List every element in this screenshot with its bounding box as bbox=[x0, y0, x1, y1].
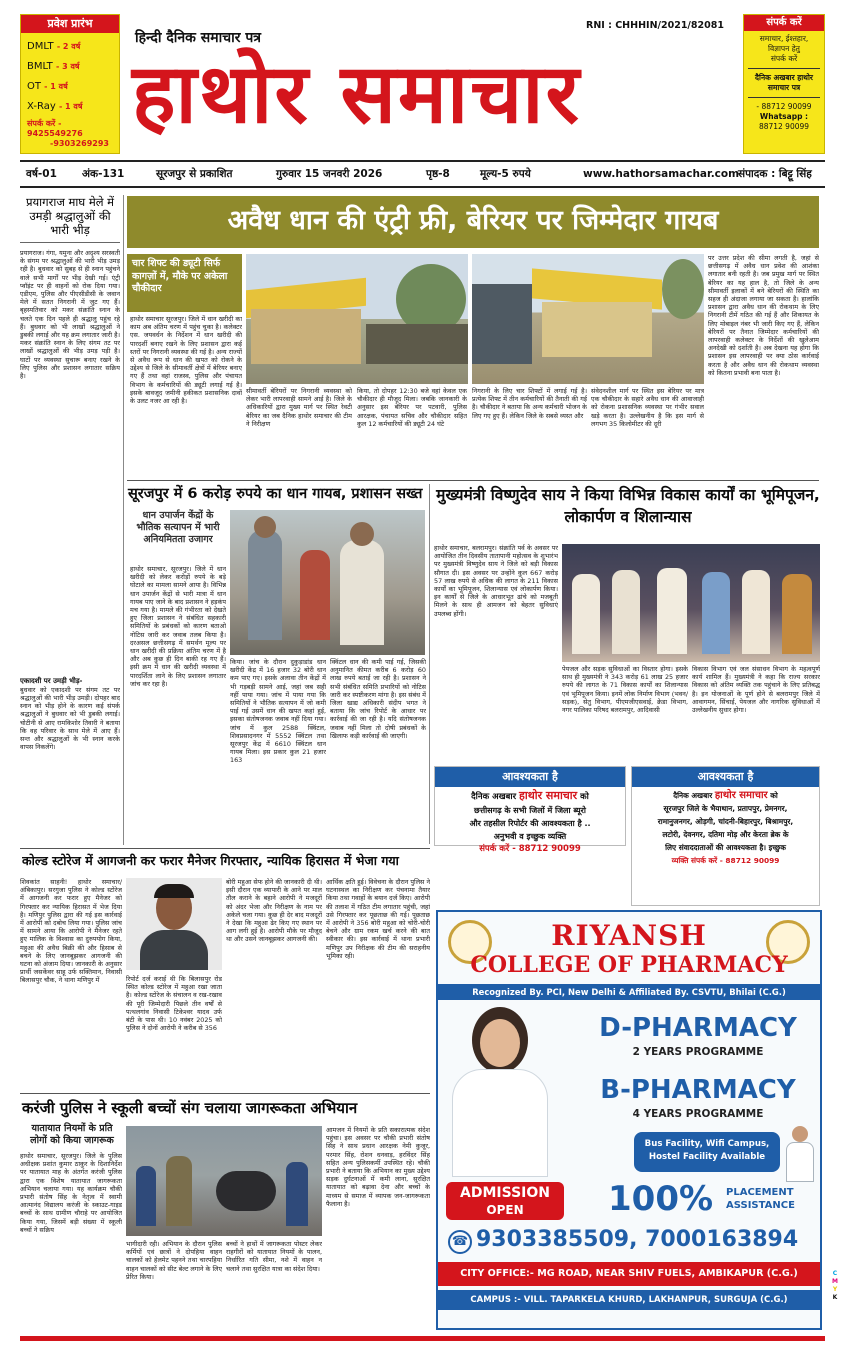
divider bbox=[748, 68, 820, 69]
ad-text: दैनिक अखबार bbox=[673, 791, 713, 800]
pharmacy-ad bbox=[436, 910, 822, 1330]
left-story-body: प्रयागराज। गंगा, यमुना और अदृश्य सरस्वती के संगम पर श्रद्धालुओं की भारी भीड़ उमड़ रही है। बुधवार को सुबह से ही स्नान पहुंचने वाले सभी मार्गों पर भीड़ देखी गई। एंट्री प्वॉइंट पर ही वाहनों को रोक दिया गया। एडीएम, पुलिस और पीएसीडीसी के जवान मेले में सतत निगरानी में जुट गए हैं। बृहस्पतिवार को मकर संक्रांति स्नान के चलते एक दिन पहले ही श्रद्धालु पहुंच रहे हैं। बुधवार को भी लाखों श्रद्धालुओं ने डुबकी लगाई और यह क्रम लगातार जारी है। मकर संक्रांति स्नान के लिए संगम तट पर लाखों श्रद्धालुओं की भीड़ उमड़ पड़ी है। घाटों पर व्यवस्था सुचारू बनाए रखने के लिए पुलिस और प्रशासन लगातार सक्रिय है। bbox=[20, 249, 120, 381]
cold-col-1: शिवकांत साहनी! हाथोर समाचार/अंबिकापुर। सरगुजा पुलिस ने कोल्ड स्टोरेज में आगजनी कर फरार हुए मैनेजर को गिरफ्तार कर न्यायिक हिरासत में भेज दिया है। मणिपुर पुलिस द्वारा की गई इस कार्रवाई में आरोपी को दबोच लिया गया। पुलिस जांच में सामने आया कि आरोपी ने मैनेजर रहते हुए मालिक के विश्वास का दुरुपयोग किया, महुआ की अवैध बिक्री की और हिसाब से बचने के लिए जानबूझकर आगजनी की घटना को अंजाम दिया। जानकारी के अनुसार प्रार्थी जसकेंवर साहू उर्फ सक्तिमान, निवासी बिलासपुर चौक, ने थाना मणिपुर में bbox=[20, 878, 122, 985]
placement-text bbox=[726, 1186, 795, 1212]
admission-text: OPEN bbox=[486, 1203, 524, 1217]
surajpur-col-3: क्विंटल धान की कमी पाई गई, जिसकी अनुमानित कीमत करीब 6 करोड़ 60 लाख रुपये बताई जा रही है। प्रशासन ने सभी संबंधित समिति प्रभारियों को नोटिस जारी कर स्पष्टीकरण मांगा है। इस संबंध में जिला खाद्य अधिकारी संदीप भगत ने बताया कि जांच रिपोर्ट के आधार पर कार्रवाई की जा रही है। यदि संतोषजनक जवाब नहीं मिला तो दोषी प्रबंधकों के खिलाफ कड़ी कार्रवाई की जाएगी। bbox=[330, 658, 426, 740]
website-link[interactable]: www.hathorsamachar.com bbox=[583, 168, 740, 180]
issue-date: गुरुवार 15 जनवरी 2026 bbox=[276, 168, 383, 180]
surajpur-kicker: धान उपार्जन केंद्रों के भौतिक सत्यापन में भारी अनियमितता उजागर bbox=[136, 510, 220, 545]
ad-contact: संपर्क करें - 88712 90099 bbox=[479, 844, 581, 854]
lead-headline-banner bbox=[127, 196, 819, 248]
divider bbox=[748, 97, 820, 98]
recruitment-ad-district bbox=[434, 766, 626, 854]
left-story-subhead: एकादशी पर उमड़ी भीड़- bbox=[20, 677, 83, 685]
rni-number: RNI : CHHHIN/2021/82081 bbox=[586, 20, 724, 31]
city-office-bar: CITY OFFICE:- MG ROAD, NEAR SHIV FUELS, AMBIKAPUR (C.G.) bbox=[438, 1262, 820, 1286]
ad-text: अनुभवी व इच्छुक व्यक्ति bbox=[493, 832, 567, 841]
issue-number: अंक-131 bbox=[82, 168, 125, 180]
phone-icon: ☎ bbox=[448, 1230, 472, 1254]
contact-box-title: संपर्क करें bbox=[744, 15, 824, 31]
recruitment-ad-title: आवश्यकता है bbox=[632, 767, 819, 787]
volume-year: वर्ष-01 bbox=[26, 168, 57, 180]
cold-col-3: बोरी महुआ सेफ होने की जानकारी दी थी। इसी दौरान एक व्यापारी के आने पर माल तौल कराने के बहाने आरोपी ने मजदूरों को अंदर भेजा और निरीक्षण के नाम पर अकेले चला गया। कुछ ही देर बाद मजदूरों ने देखा कि महुआ ढेर किए गए स्थान पर आग लगी हुई है। आरोपी मौके पर मौजूद था और उसने जानबूझकर आगजनी की। bbox=[226, 878, 322, 944]
column-rule bbox=[429, 484, 430, 844]
column-rule bbox=[123, 195, 124, 845]
cmyk-letter: M bbox=[832, 1278, 838, 1285]
cm-col-2: पेयजल और सड़क सुविधाओं का विस्तार होगा। इसके साथ ही मुख्यमंत्री ने 343 करोड़ 61 लाख 25 हजार रुपये की लागत के 71 विकास कार्यों का शिलान्यास एवं भूमिपूजन किया। इनमें लोक निर्माण विभाग (भवन/सड़क), सेतु विभाग, पीएमजीएसवाई, क्रेडा विभाग, नगर पालिका परिषद बलरामपुर, आदिवासी bbox=[562, 665, 688, 715]
recruitment-ad-reporters bbox=[631, 766, 820, 906]
cm-event-photo bbox=[562, 544, 820, 662]
campus-bar: CAMPUS :- VILL. TAPARKELA KHURD, LAKHANPUR, SURGUJA (C.G.) bbox=[438, 1290, 820, 1310]
recruitment-ad-title: आवश्यकता है bbox=[435, 767, 625, 787]
cmyk-register-mark bbox=[830, 1270, 840, 1302]
contact-line: विज्ञापन हेतु bbox=[768, 44, 800, 53]
admission-contact: संपर्क करें - 9425549276 bbox=[27, 119, 83, 138]
lead-col-1: हाथोर समाचार सूरजपुर। जिले में धान खरीदी का काम अब अंतिम चरण में पहुंच चुका है। कलेक्टर एस. जयवर्धन के निर्देशन में धान खरीदी की पारदर्शी बनाए रखने के लिए प्रशासन द्वारा कई स्तरों पर निगरानी व्यवस्था की गई है। अन्य राज्यों से अवैध रूप से धान की खपत को रोकने के उद्देश्य से जिले के सीमावर्ती क्षेत्रों में बेरियर बनाए गए हैं तथा वहां राजस्व, पुलिस और पंचायत विभाग के कर्मचारियों की ड्यूटी लगाई गई है। इसके बावजूद जमीनी हकीकत प्रशासनिक दावों के उलट नजर आ रही है। bbox=[130, 315, 242, 406]
ad-text: को bbox=[770, 791, 778, 800]
contact-phone: 88712 90099 bbox=[758, 122, 810, 131]
pharmacist-figure bbox=[784, 1126, 816, 1182]
admission-contact-2: -9303269293 bbox=[50, 139, 109, 148]
footer-rule bbox=[20, 1336, 825, 1341]
barrier-photo-right bbox=[472, 254, 704, 384]
admission-ad-box bbox=[20, 14, 120, 154]
price: मूल्य-5 रुपये bbox=[480, 168, 531, 180]
info-bar bbox=[20, 160, 825, 188]
cm-col-1: हाथोर समाचार, बलरामपुर। संक्रांति पर्व के अवसर पर आयोजित तीन दिवसीय तातापानी महोत्सव के शुभारंभ पर मुख्यमंत्री विष्णुदेव साय ने जिले को बड़ी विकास सौगात दी। इस अवसर पर उन्होंने कुल 667 करोड़ 57 लाख रुपये से अधिक की लागत के 211 विकास कार्यों का भूमिपूजन, शिलान्यास एवं लोकार्पण किया। इन कार्यों से जिले के आधारभूत ढांचे को मजबूती मिलने के साथ ही आमजन को बेहतर सुविधाएं उपलब्ध होंगी। bbox=[434, 544, 558, 618]
facility-text: Hostel Facility Available bbox=[648, 1152, 766, 1162]
editor-name: संपादक : बिट्टू सिंह bbox=[738, 168, 812, 180]
karanji-kicker: यातायात नियमों के प्रति लोगों को किया जागरूक bbox=[30, 1123, 114, 1146]
ad-brand: हाथोर समाचार bbox=[714, 790, 768, 801]
surajpur-headline: सूरजपुर में 6 करोड़ रुपये का धान गायब, प्रशासन सख्त bbox=[128, 486, 423, 502]
course-row: OT - 1 वर्ष bbox=[27, 81, 68, 92]
lead-col-5: संवेदनशील मार्ग पर स्थित इस बेरियर पर मात्र एक चौकीदार के सहारे अवैध धान की आवाजाही को रोकना प्रशासनिक व्यवस्था पर गंभीर सवाल खड़े करता है। उल्लेखनीय है कि इस मार्ग से लगभग 35 किलोमीटर की दूरी bbox=[591, 387, 704, 428]
karanji-headline: करंजी पुलिस ने स्कूली बच्चों संग चलाया जागरूकता अभियान bbox=[22, 1099, 358, 1117]
lead-col-6: पर उत्तर प्रदेश की सीमा लगती है, जहां से छत्तीसगढ़ में अवैध धान प्रवेश की आशंका लगातार बनी रहती है। जब प्रमुख मार्ग पर स्थित बेरियर का यह हाल है, तो जिले के अन्य सीमावर्ती इलाकों में बने बेरियरों की स्थिति का सहज ही अंदाजा लगाया जा सकता है। हालांकि प्रशासन द्वारा अवैध धान की रोकथाम के लिए निगरानी टीमें गठित की गई हैं और शिकायत के लिए मोबाइल नंबर भी जारी किए गए हैं, लेकिन बेरियरों पर तैनात जिम्मेदार कर्मचारियों की लापरवाही कलेक्टर के निर्देशों की खुलेआम अनदेखी को दर्शाती है। अब देखना यह होगा कि प्रशासन इस लापरवाही पर क्या ठोस कार्रवाई करता है और अवैध धान की रोकथाम व्यवस्था को कितना प्रभावी बना पाता है। bbox=[708, 254, 819, 377]
recognition-bar: Recognized By. PCI, New Delhi & Affiliated By. CSVTU, Bhilai (C.G.) bbox=[438, 984, 820, 1000]
lead-col-3: किया, तो दोपहर 12:30 बजे वहां केवल एक चौकीदार ही मौजूद मिला। जबकि जानकारी के अनुसार इस बेरियर पर पटवारी, पुलिस आरक्षक, पंचायत सचिव और चौकीदार सहित कुल 12 कर्मचारियों की ड्यूटी 24 घंटे bbox=[357, 387, 467, 428]
lead-col-2: सीमावर्ती बेरियरों पर निगरानी व्यवस्था को लेकर भारी लापरवाही सामने आई है। जिले के अधिकारियों द्वारा मुख्य मार्ग पर स्थित रेवटी बेरियर का जब दैनिक हाथोर समाचार की टीम ने निरीक्षण bbox=[246, 387, 352, 428]
cold-col-4: आर्थिक क्षति हुई। विवेचना के दौरान पुलिस ने घटनास्थल का निरीक्षण कर पंचनामा तैयार किया तथा गवाहों के बयान दर्ज किए। आरोपी की तलाश में गठित टीम लगातार पहुंची, जहां उसे गिरफ्तार कर पूछताछ की गई। पूछताछ में आरोपी ने 356 बोरी महुआ को चोरी-चोरी बेचने और ग्राम रकम खर्च करने की बात स्वीकार की। इस कार्रवाई में थाना प्रभारी मणिपुर उप निरीक्षक की टीम की सराहनीय भूमिका रही। bbox=[326, 878, 430, 960]
college-name: RIYANSH bbox=[551, 919, 707, 952]
section-rule bbox=[20, 848, 430, 849]
facility-banner bbox=[634, 1132, 780, 1172]
ad-text: लटोरी, देवनगर, दतिमा मोड़ और केरता ब्रेक के bbox=[662, 830, 789, 839]
course-row: X-Ray - 1 वर्ष bbox=[27, 101, 83, 112]
left-story bbox=[20, 195, 120, 845]
left-story-body-2: बुधवार को एकादशी पर संगम तट पर श्रद्धालुओं की भारी भीड़ उमड़ी। दोपहर बाद स्नान को भीड़ होने के कारण कई संपर्क श्रद्धालुओं ने बुधवार को भी डुबकी लगाई। चोटीनी से आए रामकिशोर तिवारी ने बताया कि वह परिवार के साथ मेले में आए हैं। सन्त और श्रद्धालुओं के भी स्नान करके वापस निकलेंगे। bbox=[20, 685, 120, 752]
contact-phone: - 88712 90099 bbox=[756, 102, 812, 111]
ad-text: रामानुजनगर, ओड़गी, चांदनी-बिहारपुर, बिश्रामपुर, bbox=[657, 817, 794, 826]
placement-label: ASSISTANCE bbox=[726, 1200, 795, 1211]
course-row: BMLT - 3 वर्ष bbox=[27, 61, 80, 72]
admission-badge bbox=[446, 1182, 564, 1220]
contact-box bbox=[743, 14, 825, 154]
left-story-headline: प्रयागराज माघ मेले में उमड़ी श्रद्धालुओं की भारी भीड़ bbox=[20, 195, 120, 243]
cold-col-2: रिपोर्ट दर्ज कराई थी कि बिलासपुर रोड स्थित कोल्ड स्टोरेज में महुआ रखा जाता है। कोल्ड स्टोरेज के संचालन व रख-रखाव की पूरी जिम्मेदारी पिछले तीन वर्षों से पत्थलगांव निवासी टिकेश्वर यादव उर्फ बंटी के पास थी। 10 नवंबर 2025 को पुलिस ने दोनों आरोपी ने करीब से 356 bbox=[126, 975, 222, 1033]
course-row: DMLT - 2 वर्ष bbox=[27, 41, 81, 52]
surajpur-col-1: हाथोर समाचार, सूरजपुर। जिले में धान खरीदी को लेकर करोड़ों रुपये के बड़े घोटाले का मामला सामने आया है। विभिन्न धान उपार्जन केंद्रों से भारी मात्रा में धान गायब पाए जाने के बाद प्रशासन ने हड़कंप मच गया है। मामले की गंभीरता को देखते हुए जिला प्रशासन ने संबंधित सहकारी समितियों के प्रबंधकों को कारण बताओ नोटिस जारी कर जवाब तलब किया है। दरअसल छत्तीसगढ़ में समर्थन मूल्य पर धान खरीदी की प्रक्रिया अंतिम चरण में है और अब कुछ ही दिन बाकी रह गए हैं। इसी क्रम में धान की खरीदी व्यवस्था में पारदर्शिता लाने के लिए प्रशासन लगातार जांच कर रहा है। bbox=[130, 565, 226, 688]
ad-text: और तहसील रिपोर्टर की आवश्यकता है .. bbox=[469, 819, 591, 828]
surajpur-col-2: किया। जांच के दौरान दुकुड़ाडांड धान खरीदी केंद्र में 16 हजार 32 बोरी धान कम पाए गए। इसके अलावा तीन केंद्रों में भी गड़बड़ी सामने आई, जहां जब सही नहीं पाया गया। जांच में पाया गया कि समितियों ने भौतिक सत्यापन में जो कमी पाई गई उसमें धान की खपत कहां हुई, इसका संतोषजनक जवाब नहीं दिया गया। जांच में कुल 2588 क्विंटल, शिवप्रसादनगर में 5552 क्विंटल तथा सूरजपुर केंद्र में 6610 क्विंटल धान गायब मिला। इस प्रकार कुल 21 हजार 163 bbox=[230, 658, 326, 765]
cmyk-letter: K bbox=[832, 1294, 838, 1301]
b-pharmacy-title: B-PHARMACY bbox=[600, 1075, 796, 1105]
college-subname: COLLEGE OF PHARMACY bbox=[470, 952, 788, 978]
cmyk-letter: Y bbox=[832, 1286, 838, 1293]
lead-kicker: चार शिफ्ट की ड्यूटी सिर्फ कागज़ों में, मौके पर अकेला चौकीदार bbox=[127, 254, 242, 312]
admission-text: ADMISSION bbox=[460, 1185, 550, 1201]
contact-line: समाचार पत्र bbox=[767, 83, 801, 92]
pharmacy-phones: 9303385509, 7000163894 bbox=[476, 1227, 799, 1252]
officials-photo bbox=[230, 510, 425, 655]
d-pharmacy-years: 2 YEARS PROGRAMME bbox=[632, 1046, 764, 1058]
placement-label: PLACEMENT bbox=[726, 1187, 794, 1198]
whatsapp-label: Whatsapp : bbox=[759, 112, 809, 121]
cm-headline: मुख्यमंत्री विष्णुदेव साय ने किया विभिन्न विकास कार्यों का भूमिपूजन, लोकार्पण व शिलान्यास bbox=[436, 486, 820, 526]
karanji-col-3: बच्चों ने हाथों में जागरूकता पोस्टर लेकर राहगीरों को यातायात नियमों के पालन, निर्धारित गति सीमा, नशे में वाहन न चलाने तथा सुरक्षित यात्रा का संदेश दिया। bbox=[226, 1240, 322, 1273]
ad-text: को bbox=[580, 792, 589, 802]
ad-text: छत्तीसगढ़ के सभी जिलों में जिला ब्यूरो bbox=[473, 806, 587, 815]
publish-place: सूरजपुर से प्रकाशित bbox=[156, 168, 233, 180]
placement-pct: 100% bbox=[608, 1179, 714, 1219]
contact-line: समाचार, ईश्तहार, bbox=[759, 34, 809, 43]
accused-photo bbox=[126, 878, 222, 970]
ad-text: सूरजपुर जिले के भैयाथान, प्रतापपुर, प्रेमनगर, bbox=[663, 804, 788, 813]
karanji-col-1: हाथोर समाचार, सूरजपुर। जिले के पुलिस अधीक्षक प्रशांत कुमार ठाकुर के दिशानिर्देश पर यातायात माह के अंतर्गत करंजी पुलिस द्वारा एक विशेष यातायात जागरूकता अभियान चलाया गया। यह कार्यक्रम चौकी प्रभारी संतोष सिंह के नेतृत्व में स्वामी आत्मानंद विद्यालय करंजी के स्काउट-गाइड बच्चों के साथ ग्रामीण चौराहे पर आयोजित किया गया, जिसमें बड़ी संख्या में स्कूली बच्चों ने सक्रिय bbox=[20, 1152, 122, 1234]
page-count: पृष्ठ-8 bbox=[426, 168, 450, 180]
ad-text: दैनिक अखबार bbox=[471, 792, 517, 802]
karanji-col-2: भागीदारी रही। अभियान के दौरान पुलिस कर्मियों एवं छात्रों ने दोपहिया वाहन चालकों को हेलमेट पहनने तथा चारपहिया वाहन चालकों को सीट बेल्ट लगाने के लिए प्रेरित किया। bbox=[126, 1240, 222, 1281]
masthead-tagline: हिन्दी दैनिक समाचार पत्र bbox=[135, 30, 262, 46]
section-rule bbox=[20, 1093, 430, 1094]
facility-text: Bus Facility, Wifi Campus, bbox=[644, 1139, 770, 1149]
masthead-title: हाथोर समाचार bbox=[132, 46, 582, 142]
section-rule bbox=[127, 480, 819, 481]
admission-title: प्रवेश प्रारंभ bbox=[21, 15, 119, 33]
contact-line: संपर्क करें bbox=[770, 54, 798, 63]
cmyk-letter: C bbox=[832, 1270, 838, 1277]
ad-text: लिए संवाददाताओं की आवश्यकता है। इच्छुक bbox=[665, 843, 786, 852]
cm-col-3: विकास विभाग एवं जल संसाधन विभाग के महत्वपूर्ण कार्य शामिल हैं। मुख्यमंत्री ने कहा कि राज्य सरकार विकास को अंतिम व्यक्ति तक पहुंचाने के लिए प्रतिबद्ध है। इन योजनाओं के पूर्ण होने से बलरामपुर जिले में आवागमन, सिंचाई, पेयजल और नागरिक सुविधाओं में उल्लेखनीय सुधार होगा। bbox=[692, 665, 820, 715]
lead-headline: अवैध धान की एंट्री फ्री, बेरियर पर जिम्मेदार गायब bbox=[227, 205, 719, 236]
karanji-col-4: आमजन में नियमों के प्रति सकारात्मक संदेश पहुंचा। इस अवसर पर चौकी प्रभारी संतोष सिंह ने साथ प्रधान आरक्षक नेमी कुजूर, परमार सिंह, रोशन धनवाड़, हरविंदर सिंह सहित अन्य पुलिसकर्मी उपस्थित रहे। चौकी प्रभारी ने बताया कि अभियान का मुख्य उद्देश्य सड़क दुर्घटनाओं में कमी लाना, सुरक्षित यातायात को बढ़ावा देना और बच्चों के माध्यम से समाज में व्यापक जन-जागरूकता फैलाना है। bbox=[326, 1126, 430, 1208]
lead-col-4: निगरानी के लिए चार शिफ्टों में लगाई गई है। प्रत्येक शिफ्ट में तीन कर्मचारियों की तैनाती की गई है। चौकीदार ने बताया कि अन्य कर्मचारी भोजन के लिए गए हुए हैं। लेकिन जिले के सबसे व्यस्त और bbox=[472, 387, 587, 420]
ad-brand: हाथोर समाचार bbox=[519, 789, 578, 802]
cold-storage-headline: कोल्ड स्टोरेज में आगजनी कर फरार मैनेजर गिरफ्तार, न्यायिक हिरासत में भेजा गया bbox=[22, 853, 399, 868]
d-pharmacy-title: D-PHARMACY bbox=[599, 1013, 797, 1043]
b-pharmacy-years: 4 YEARS PROGRAMME bbox=[632, 1108, 764, 1120]
awareness-photo bbox=[126, 1126, 322, 1236]
student-figure bbox=[442, 1007, 562, 1177]
barrier-photo-left bbox=[246, 254, 468, 384]
contact-line: दैनिक अखबार हाथोर bbox=[755, 73, 813, 82]
ad-contact: व्यक्ति संपर्क करें - 88712 90099 bbox=[671, 856, 780, 865]
